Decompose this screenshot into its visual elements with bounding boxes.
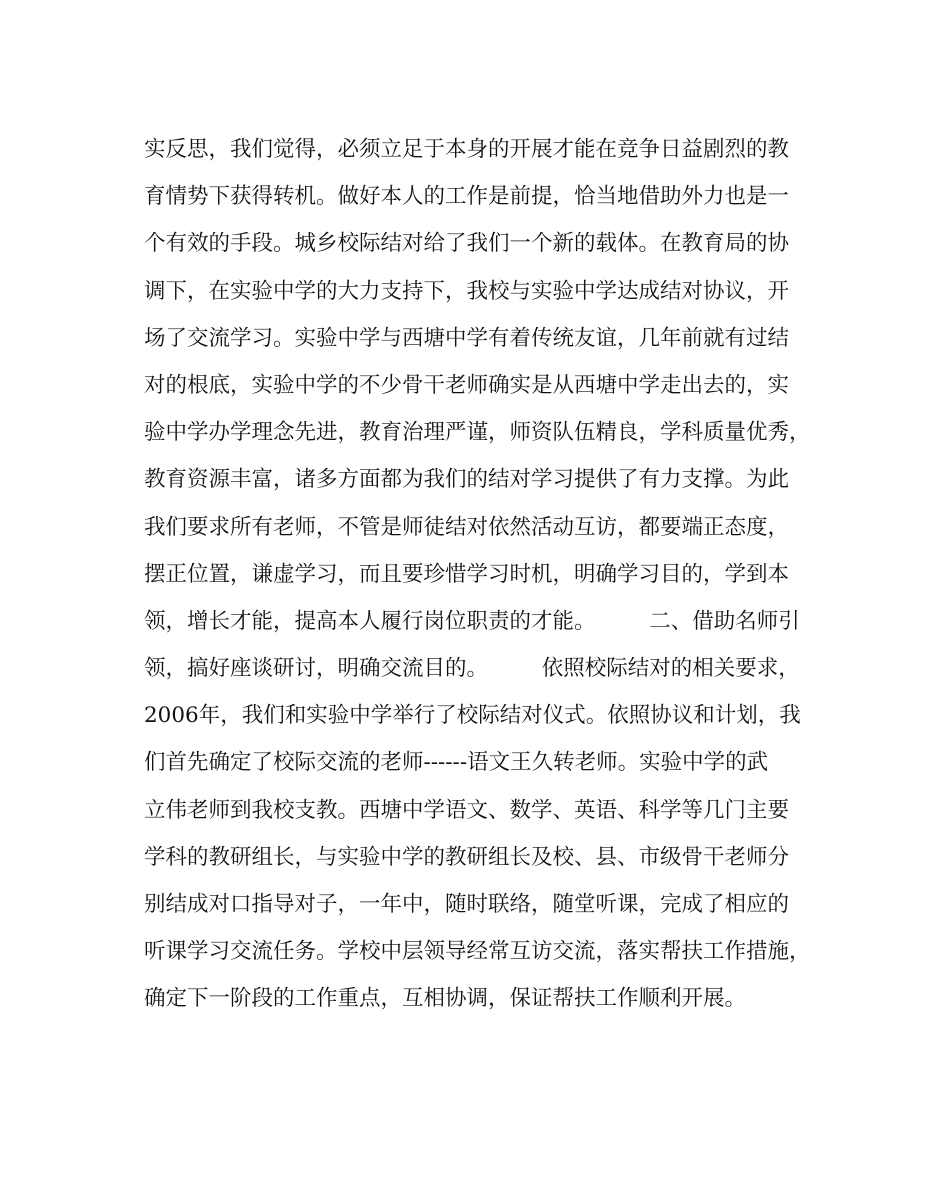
text-line: 验中学办学理念先进，教育治理严谨，师资队伍精良，学科质量优秀， bbox=[144, 420, 811, 446]
text-line: 确定下一阶段的工作重点，互相协调，保证帮扶工作顺利开展。 bbox=[144, 986, 747, 1012]
text-line: 调下，在实验中学的大力支持下，我校与实验中学达成结对协议，开 bbox=[144, 278, 790, 304]
text-line: 我们要求所有老师，不管是师徒结对依然活动互访，都要端正态度， bbox=[144, 514, 790, 540]
text-line: 教育资源丰富，诸多方面都为我们的结对学习提供了有力支撑。为此 bbox=[144, 467, 790, 493]
text-line: 们首先确定了校际交流的老师------语文王久转老师。实验中学的武 bbox=[144, 750, 769, 776]
text-line: 学科的教研组长，与实验中学的教研组长及校、县、市级骨干老师分 bbox=[144, 844, 790, 870]
text-line: 领，搞好座谈研讨，明确交流目的。 依照校际结对的相关要求， bbox=[144, 656, 800, 682]
text-line: 实反思，我们觉得，必须立足于本身的开展才能在竞争日益剧烈的教 bbox=[144, 137, 790, 162]
text-line: 对的根底，实验中学的不少骨干老师确实是从西塘中学走出去的，实 bbox=[144, 372, 790, 398]
text-line: 场了交流学习。实验中学与西塘中学有着传统友谊，几年前就有过结 bbox=[144, 325, 790, 351]
text-line: 个有效的手段。城乡校际结对给了我们一个新的载体。在教育局的协 bbox=[144, 231, 790, 257]
text-line: 领，增长才能，提高本人履行岗位职责的才能。 二、借助名师引 bbox=[144, 608, 800, 634]
text-line: 育情势下获得转机。做好本人的工作是前提，恰当地借助外力也是一 bbox=[144, 184, 790, 210]
text-line: 听课学习交流任务。学校中层领导经常互访交流，落实帮扶工作措施， bbox=[144, 939, 811, 965]
body-text bbox=[144, 126, 814, 1023]
text-line: 2006年，我们和实验中学举行了校际结对仪式。依照协议和计划，我 bbox=[144, 703, 801, 729]
text-line: 立伟老师到我校支教。西塘中学语文、数学、英语、科学等几门主要 bbox=[144, 797, 790, 823]
text-line: 摆正位置，谦虚学习，而且要珍惜学习时机，明确学习目的，学到本 bbox=[144, 561, 790, 587]
text-line: 别结成对口指导对子，一年中，随时联络，随堂听课，完成了相应的 bbox=[144, 892, 790, 917]
